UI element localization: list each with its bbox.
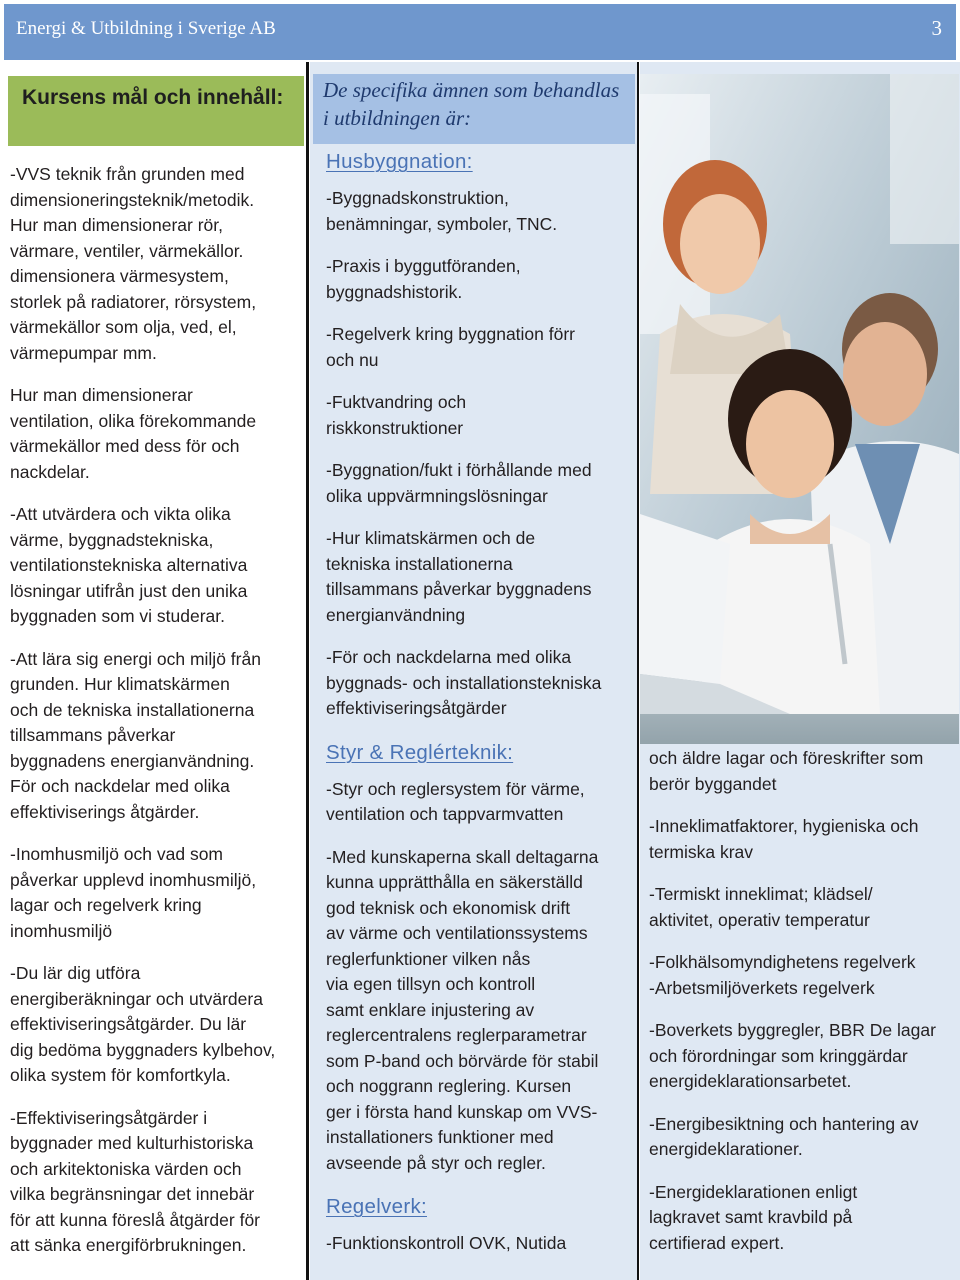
left-paragraph: -Att lära sig energi och miljö från grunden. Hur klimatskärmen och de tekniska installationerna tillsammans påverkar byggnadens energianvändning. För och nackdelar med olika effektiviserings åtgärder. bbox=[10, 648, 261, 822]
left-heading-box bbox=[8, 76, 304, 146]
section-title-husbyggnation: Husbyggnation: bbox=[326, 150, 473, 173]
left-column bbox=[0, 62, 305, 1280]
middle-column bbox=[310, 62, 637, 1280]
middle-paragraph: -Styr och reglersystem för värme, ventilation och tappvarmvatten bbox=[326, 778, 585, 824]
middle-heading: De specifika ämnen som behandlas i utbildningen är: bbox=[323, 78, 620, 130]
middle-heading-box bbox=[313, 74, 635, 144]
left-paragraph: -VVS teknik från grunden med dimensioneringsteknik/metodik. Hur man dimensionerar rör, värmare, ventiler, värmekällor. dimensionera värmesystem, storlek på radiatorer, rörsystem, värmekällor som olja, ved, el, värmepumpar mm. bbox=[10, 164, 257, 363]
left-paragraph: -Effektiviseringsåtgärder i byggnader med kulturhistoriska och arkitektoniska värden och vilka begränsningar det innebär för att kunna föreslå åtgärder för att sänka energiförbrukningen. bbox=[10, 1107, 260, 1255]
middle-paragraph: -Med kunskaperna skall deltagarna kunna upprätthålla en säkerställd god teknisk och ekonomisk drift av värme och ventilationssystems reglerfunktioner vilken nås via egen tillsyn och kontroll samt enklare injustering av reglercentralens reglerparametrar som P-band och börvärde för stabil och noggrann reglering. Kursen ger i första hand kunskap om VVS- installationers funktioner med avseende på styr och regler. bbox=[326, 846, 599, 1173]
left-paragraphs bbox=[10, 162, 302, 1276]
middle-paragraph: -Byggnadskonstruktion, benämningar, symboler, TNC. bbox=[326, 188, 558, 234]
left-paragraph: -Du lär dig utföra energiberäkningar och utvärdera effektiviseringsåtgärder. Du lär dig bedöma byggnaders kylbehov, olika system för komfortkyla. bbox=[10, 963, 276, 1085]
right-paragraph: och äldre lagar och föreskrifter som berör byggandet bbox=[649, 748, 924, 794]
middle-paragraph: -Regelverk kring byggnation förr och nu bbox=[326, 324, 576, 370]
middle-paragraph: -För och nackdelarna med olika byggnads- och installationstekniska effektiviseringsåtgärder bbox=[326, 647, 602, 718]
left-paragraph: -Inomhusmiljö och vad som påverkar upplevd inomhusmiljö, lagar och regelverk kring inomhusmiljö bbox=[10, 844, 257, 941]
right-paragraph: -Folkhälsomyndighetens regelverk -Arbetsmiljöverkets regelverk bbox=[649, 952, 916, 998]
middle-paragraph: -Funktionskontroll OVK, Nutida bbox=[326, 1233, 567, 1253]
middle-paragraph: -Hur klimatskärmen och de tekniska installationerna tillsammans påverkar byggnadens energianvändning bbox=[326, 528, 592, 625]
right-paragraph: -Inneklimatfaktorer, hygieniska och termiska krav bbox=[649, 816, 919, 862]
middle-paragraph: -Byggnation/fukt i förhållande med olika uppvärmningslösningar bbox=[326, 460, 592, 506]
left-paragraph: Hur man dimensionerar ventilation, olika förekommande värmekällor med dess för och nackdelar. bbox=[10, 385, 257, 482]
right-column bbox=[640, 62, 960, 1280]
middle-content bbox=[326, 144, 634, 1274]
section-title-regelverk: Regelverk: bbox=[326, 1195, 427, 1218]
company-title: Energi & Utbildning i Sverige AB bbox=[16, 18, 276, 39]
right-content bbox=[649, 746, 957, 1273]
page-number: 3 bbox=[931, 16, 942, 40]
right-paragraph: -Boverkets byggregler, BBR De lagar och förordningar som kringgärdar energideklarationsarbetet. bbox=[649, 1020, 936, 1091]
left-paragraph: -Att utvärdera och vikta olika värme, byggnadstekniska, ventilationstekniska alternativa lösningar utifrån just den unika byggnaden som vi studerar. bbox=[10, 504, 248, 626]
right-paragraph: -Termiskt inneklimat; klädsel/ aktivitet, operativ temperatur bbox=[649, 884, 873, 930]
section-title-styr-reglerteknik: Styr & Reglérteknik: bbox=[326, 740, 514, 764]
right-paragraph: -Energideklarationen enligt lagkravet samt kravbild på certifierad expert. bbox=[649, 1181, 858, 1253]
column-divider bbox=[306, 62, 309, 1280]
office-team-photo bbox=[640, 74, 959, 744]
middle-paragraph: -Praxis i byggutföranden, byggnadshistorik. bbox=[326, 256, 521, 302]
left-heading: Kursens mål och innehåll: bbox=[22, 86, 284, 109]
middle-paragraph: -Fuktvandring och riskkonstruktioner bbox=[326, 392, 467, 438]
page-header bbox=[4, 4, 956, 60]
right-paragraph: -Energibesiktning och hantering av energideklarationer. bbox=[649, 1113, 919, 1159]
